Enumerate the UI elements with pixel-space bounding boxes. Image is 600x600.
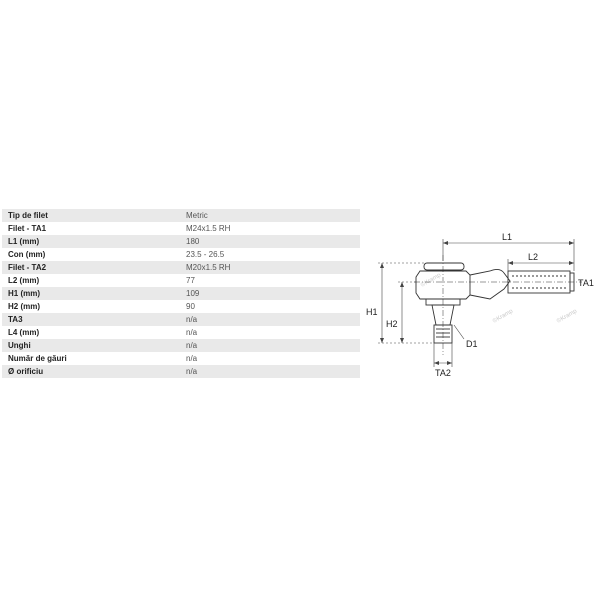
arrow-ta2-left: [434, 361, 439, 365]
spec-row: [2, 274, 360, 287]
spec-label: Număr de găuri: [2, 352, 180, 365]
spec-row: [2, 222, 360, 235]
watermark-2: ©Kramp: [492, 308, 515, 325]
spec-value: n/a: [180, 313, 360, 326]
label-h1: H1: [366, 307, 378, 317]
part-outline: [414, 255, 582, 355]
spec-label: L4 (mm): [2, 326, 180, 339]
spec-label: L1 (mm): [2, 235, 180, 248]
label-h2: H2: [386, 319, 398, 329]
spec-label: TA3: [2, 313, 180, 326]
spec-row: [2, 365, 360, 378]
watermark-3: ©Kramp: [556, 308, 579, 325]
arrow-l1-left: [443, 241, 448, 245]
arm-body: [470, 269, 510, 299]
housing-cap: [424, 263, 464, 270]
spec-label: Tip de filet: [2, 209, 180, 222]
spec-label: H2 (mm): [2, 300, 180, 313]
arrow-h2-bottom: [400, 338, 404, 343]
spec-row: [2, 326, 360, 339]
arrow-h2-top: [400, 282, 404, 287]
label-l1: L1: [502, 232, 513, 242]
label-d1: D1: [466, 339, 478, 349]
spec-value: 23.5 - 26.5: [180, 248, 360, 261]
spec-value: n/a: [180, 339, 360, 352]
label-ta2: TA2: [435, 368, 451, 378]
spec-value: M20x1.5 RH: [180, 261, 360, 274]
arrow-l2-right: [569, 261, 574, 265]
arrow-h1-top: [380, 263, 384, 268]
spec-value: n/a: [180, 326, 360, 339]
arrow-ta2-right: [447, 361, 452, 365]
spec-table-body: [2, 209, 360, 378]
spec-row: [2, 261, 360, 274]
spec-row: [2, 287, 360, 300]
spec-value: Metric: [180, 209, 360, 222]
spec-label: H1 (mm): [2, 287, 180, 300]
label-ta1: TA1: [578, 278, 594, 288]
spec-row: [2, 209, 360, 222]
tie-rod-end-drawing: [362, 225, 598, 385]
spec-value: n/a: [180, 365, 360, 378]
arrow-l2-left: [508, 261, 513, 265]
spec-label: Filet - TA2: [2, 261, 180, 274]
spec-label: Con (mm): [2, 248, 180, 261]
spec-label: L2 (mm): [2, 274, 180, 287]
spec-row: [2, 300, 360, 313]
spec-value: M24x1.5 RH: [180, 222, 360, 235]
watermark-group: [420, 271, 579, 324]
spec-value: 90: [180, 300, 360, 313]
spec-label: Ø orificiu: [2, 365, 180, 378]
spec-row: [2, 235, 360, 248]
spec-value: n/a: [180, 352, 360, 365]
spec-row: [2, 352, 360, 365]
spec-row: [2, 248, 360, 261]
spec-value: 109: [180, 287, 360, 300]
watermark-1: ©Kramp: [420, 272, 443, 289]
label-l2: L2: [528, 252, 539, 262]
spec-row: [2, 339, 360, 352]
arrow-l1-right: [569, 241, 574, 245]
spec-label: Unghi: [2, 339, 180, 352]
spec-row: [2, 313, 360, 326]
spec-table: [2, 209, 360, 378]
spec-value: 180: [180, 235, 360, 248]
dim-d1-line: [454, 325, 464, 339]
spec-label: Filet - TA1: [2, 222, 180, 235]
arrow-h1-bottom: [380, 338, 384, 343]
spec-value: 77: [180, 274, 360, 287]
